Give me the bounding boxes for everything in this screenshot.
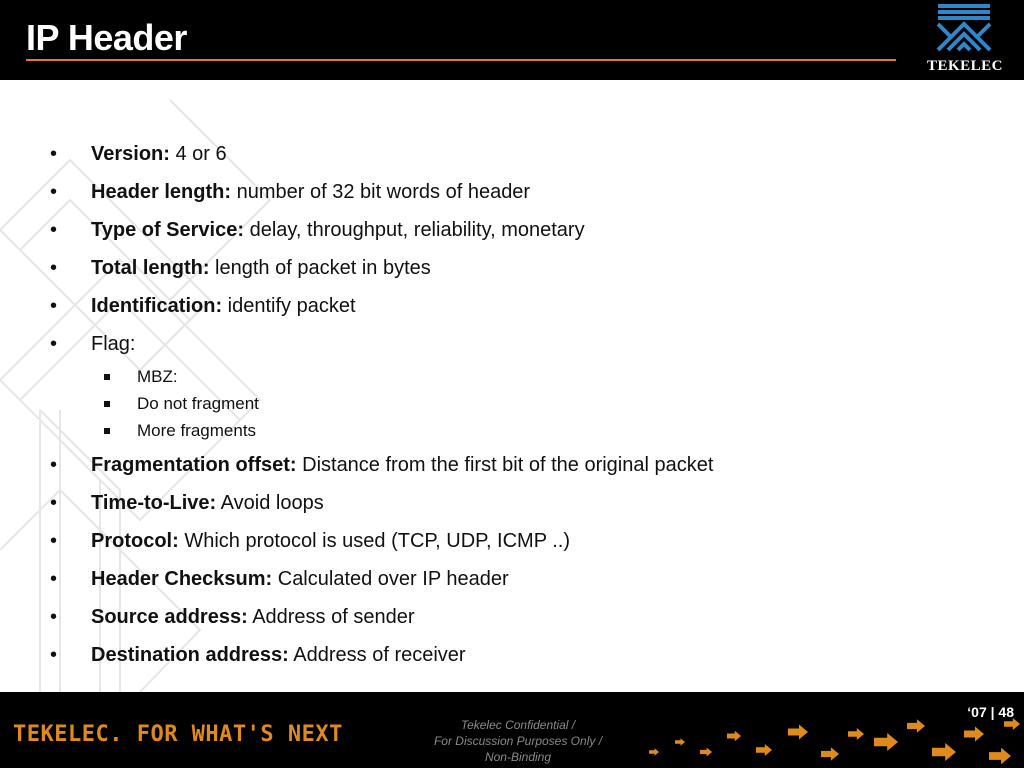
item-text: delay, throughput, reliability, monetary <box>244 219 585 241</box>
item-text: Avoid loops <box>216 492 324 514</box>
list-item <box>0 287 1024 325</box>
item-label: Header length: <box>91 181 232 203</box>
item-label: Protocol: <box>91 530 179 552</box>
item-label: Version: <box>91 143 170 165</box>
bullet-dot: • <box>50 568 58 590</box>
item-text: 4 or 6 <box>169 143 227 165</box>
list-item <box>0 173 1024 211</box>
logo-text: TEKELEC <box>926 58 1004 74</box>
page-number: ‘07 | 48 <box>967 704 1014 720</box>
item-text: number of 32 bit words of header <box>231 181 531 203</box>
bullet-dot: • <box>50 454 58 476</box>
item-text: Which protocol is used (TCP, UDP, ICMP ..) <box>178 530 571 552</box>
sub-item-text: More fragments <box>137 421 257 440</box>
list-item <box>0 560 1024 598</box>
sub-list-item <box>0 363 1024 390</box>
square-bullet <box>104 401 110 407</box>
logo <box>915 2 1015 78</box>
sub-item-text: Do not fragment <box>137 394 259 413</box>
item-label: Source address: <box>91 606 248 628</box>
tekelec-logo-icon <box>936 2 992 54</box>
item-text: identify packet <box>222 295 356 317</box>
bullet-dot: • <box>50 333 58 355</box>
bullet-dot: • <box>50 295 58 317</box>
page-title: IP Header <box>26 17 187 58</box>
sub-list-item <box>0 417 1024 444</box>
item-text: Flag: <box>91 333 136 355</box>
square-bullet <box>104 374 110 380</box>
confidential-notice <box>418 717 618 765</box>
bullet-dot: • <box>50 606 58 628</box>
bullet-dot: • <box>50 644 58 666</box>
confidential-line: For Discussion Purposes Only / <box>433 734 603 748</box>
item-label: Header Checksum: <box>91 568 273 590</box>
item-text: Address of sender <box>247 606 415 628</box>
slide-content <box>0 135 1024 674</box>
sub-item-text: MBZ: <box>137 367 178 386</box>
list-item <box>0 446 1024 484</box>
bullet-dot: • <box>50 492 58 514</box>
list-item <box>0 249 1024 287</box>
bullet-dot: • <box>50 257 58 279</box>
footer-tagline: TEKELEC. FOR WHAT'S NEXT <box>13 722 343 747</box>
orange-arrow-icon <box>640 712 1024 768</box>
footer-bar <box>0 692 1024 768</box>
item-text: Distance from the first bit of the original packet <box>296 454 714 476</box>
item-label: Destination address: <box>91 644 289 666</box>
list-item <box>0 325 1024 363</box>
list-item <box>0 522 1024 560</box>
item-text: Address of receiver <box>288 644 466 666</box>
square-bullet <box>104 428 110 434</box>
item-text: length of packet in bytes <box>209 257 431 279</box>
sub-list-item <box>0 390 1024 417</box>
title-underline <box>26 59 896 61</box>
item-label: Identification: <box>91 295 223 317</box>
item-label: Time-to-Live: <box>91 492 217 514</box>
list-item <box>0 484 1024 522</box>
bullet-dot: • <box>50 530 58 552</box>
item-text: Calculated over IP header <box>272 568 509 590</box>
list-item <box>0 636 1024 674</box>
item-label: Type of Service: <box>91 219 245 241</box>
confidential-line: Tekelec Confidential / <box>460 718 576 732</box>
bullet-dot: • <box>50 181 58 203</box>
item-label: Total length: <box>91 257 210 279</box>
list-item <box>0 135 1024 173</box>
bullet-dot: • <box>50 143 58 165</box>
list-item <box>0 598 1024 636</box>
list-item <box>0 211 1024 249</box>
flag-sublist <box>0 363 1024 446</box>
bullet-dot: • <box>50 219 58 241</box>
item-label: Fragmentation offset: <box>91 454 297 476</box>
header-bar <box>0 0 1024 80</box>
confidential-line: Non-Binding <box>484 750 552 764</box>
